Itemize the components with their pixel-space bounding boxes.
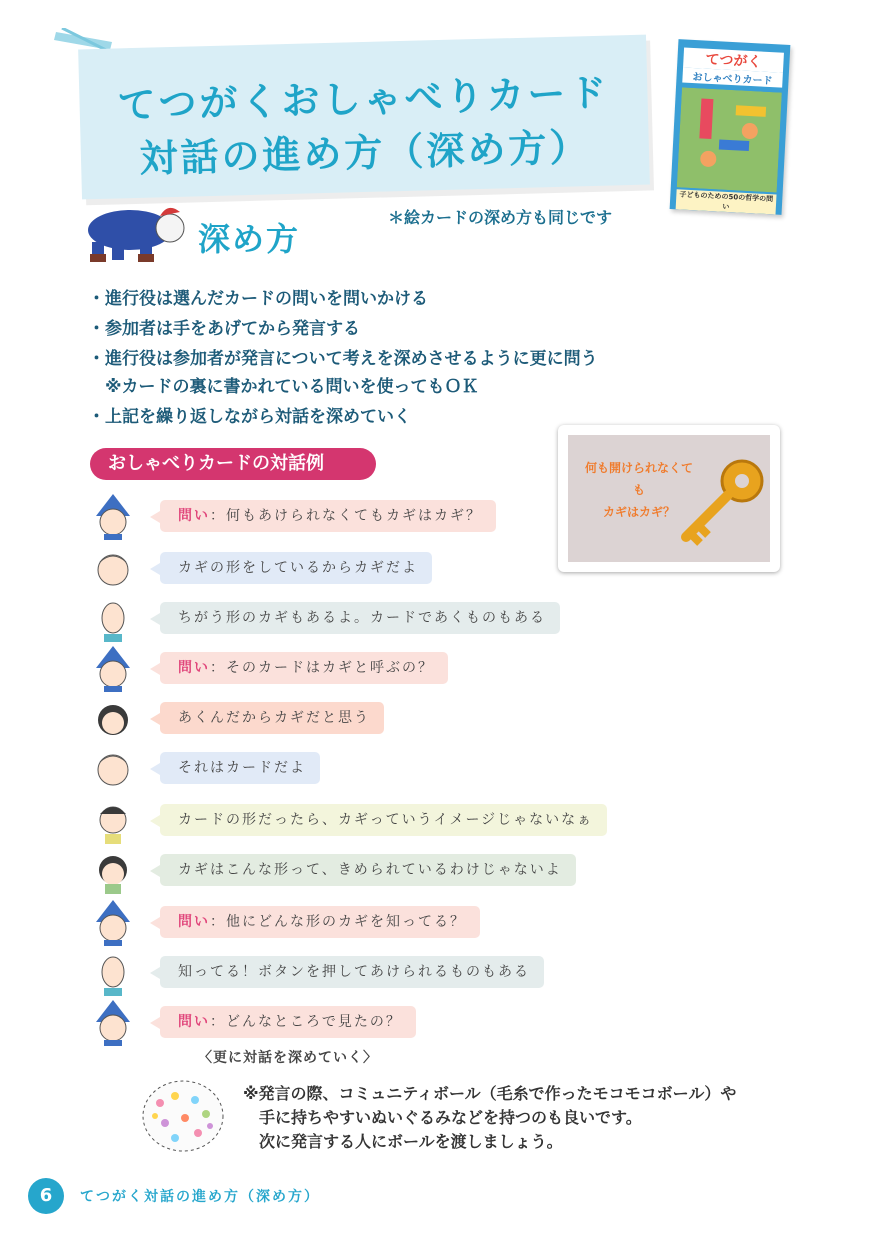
dialogue-row bbox=[90, 1000, 690, 1044]
bullet-3: ・進行役は参加者が発言について考えを深めさせるように更に問う bbox=[88, 349, 598, 369]
dialogue-text: 知ってる！ボタンを押してあけられるものもある bbox=[178, 964, 530, 980]
dialogue-text: ：何もあけられなくてもカギはカギ？ bbox=[210, 508, 482, 524]
facilitator-face-icon bbox=[90, 646, 136, 692]
facilitator-face-icon bbox=[90, 494, 136, 540]
dialogue-text: カードの形だったら、カギっていうイメージじゃないなぁ bbox=[178, 812, 594, 828]
cover-title-2: おしゃべりカード bbox=[682, 67, 783, 87]
dialogue-text: ：他にどんな形のカギを知ってる？ bbox=[210, 914, 466, 930]
cover-title-1: てつがく bbox=[683, 47, 784, 72]
dialogue-row bbox=[90, 848, 690, 892]
ball-note-line-2: 手に持ちやすいぬいぐるみなどを持つのも良いです。 bbox=[259, 1108, 642, 1127]
dialogue-bubble bbox=[160, 804, 607, 836]
dialogue-bubble bbox=[160, 1006, 416, 1038]
child-face-icon bbox=[90, 950, 136, 996]
dialogue-bubble bbox=[160, 854, 576, 886]
cover-subtitle: 子どものための50の哲学の問い bbox=[676, 189, 777, 214]
title-line-1: てつがくおしゃべりカード bbox=[117, 70, 611, 128]
dialogue-text: カギの形をしているからカギだよ bbox=[178, 560, 418, 576]
dialogue-bubble bbox=[160, 702, 384, 734]
child-face-icon bbox=[90, 546, 136, 592]
dialogue-row bbox=[90, 746, 690, 790]
dialogue-text: ：どんなところで見たの？ bbox=[210, 1014, 402, 1030]
dialogue-row bbox=[90, 596, 690, 640]
dialogue-bubble bbox=[160, 552, 432, 584]
community-ball-icon bbox=[140, 1078, 226, 1154]
dialogue-row bbox=[90, 646, 690, 690]
child-face-icon bbox=[90, 696, 136, 742]
title-line-2: 対話の進め方（深め方） bbox=[138, 125, 591, 181]
example-card-line-1: 何も開けられなくても bbox=[584, 461, 693, 497]
question-prefix: 問い bbox=[178, 914, 210, 930]
dialogue-row bbox=[90, 798, 690, 842]
child-face-icon bbox=[90, 746, 136, 792]
bullet-2: ・参加者は手をあげてから発言する bbox=[88, 319, 360, 339]
question-prefix: 問い bbox=[178, 508, 210, 524]
footer-title: てつがく対話の進め方（深め方） bbox=[80, 1189, 320, 1205]
question-prefix: 問い bbox=[178, 660, 210, 676]
dialogue-row bbox=[90, 950, 690, 994]
example-card-line-2: カギはカギ？ bbox=[602, 505, 675, 519]
dialogue-text: それはカードだよ bbox=[178, 760, 306, 776]
bear-illustration bbox=[76, 198, 188, 264]
dialogue-row bbox=[90, 696, 690, 740]
dialogue-bubble bbox=[160, 652, 448, 684]
dialogue-row bbox=[90, 900, 690, 944]
title-banner bbox=[78, 35, 650, 200]
facilitator-face-icon bbox=[90, 900, 136, 946]
dialogue-bubble bbox=[160, 906, 480, 938]
section-note: ＊絵カードの深め方も同じです bbox=[388, 208, 613, 227]
section-heading: 深め方 bbox=[198, 220, 301, 258]
question-prefix: 問い bbox=[178, 1014, 210, 1030]
example-pill: おしゃべりカードの対話例 bbox=[90, 448, 376, 480]
dialogue-row bbox=[90, 546, 690, 590]
dialogue-bubble bbox=[160, 500, 496, 532]
bullet-1: ・進行役は選んだカードの問いを問いかける bbox=[88, 289, 428, 309]
card-box-cover bbox=[670, 39, 791, 215]
dialogue-bubble bbox=[160, 602, 560, 634]
dialogue-text: あくんだからカギだと思う bbox=[178, 710, 370, 726]
child-face-icon bbox=[90, 848, 136, 894]
dialogue-row bbox=[90, 494, 690, 538]
community-ball-note bbox=[243, 1082, 736, 1154]
facilitator-face-icon bbox=[90, 1000, 136, 1046]
ball-note-line-1: ※発言の際、コミュニティボール（毛糸で作ったモコモコボール）や bbox=[243, 1084, 737, 1103]
page-number: 6 bbox=[28, 1178, 64, 1214]
child-face-icon bbox=[90, 596, 136, 642]
bullet-3-note: ※カードの裏に書かれている問いを使ってもＯＫ bbox=[88, 377, 479, 397]
ball-note-line-3: 次に発言する人にボールを渡しましょう。 bbox=[259, 1132, 563, 1151]
dialogue-bubble bbox=[160, 752, 320, 784]
dialogue-text: ちがう形のカギもあるよ。カードであくものもある bbox=[178, 610, 546, 626]
dialogue-bubble bbox=[160, 956, 544, 988]
child-face-icon bbox=[90, 798, 136, 844]
continue-note: 〈更に対話を深めていく〉 bbox=[198, 1050, 378, 1066]
cover-illustration bbox=[677, 87, 782, 192]
dialogue-text: ：そのカードはカギと呼ぶの？ bbox=[210, 660, 434, 676]
bullet-4: ・上記を繰り返しながら対話を深めていく bbox=[88, 407, 411, 427]
dialogue-text: カギはこんな形って、きめられているわけじゃないよ bbox=[178, 862, 562, 878]
